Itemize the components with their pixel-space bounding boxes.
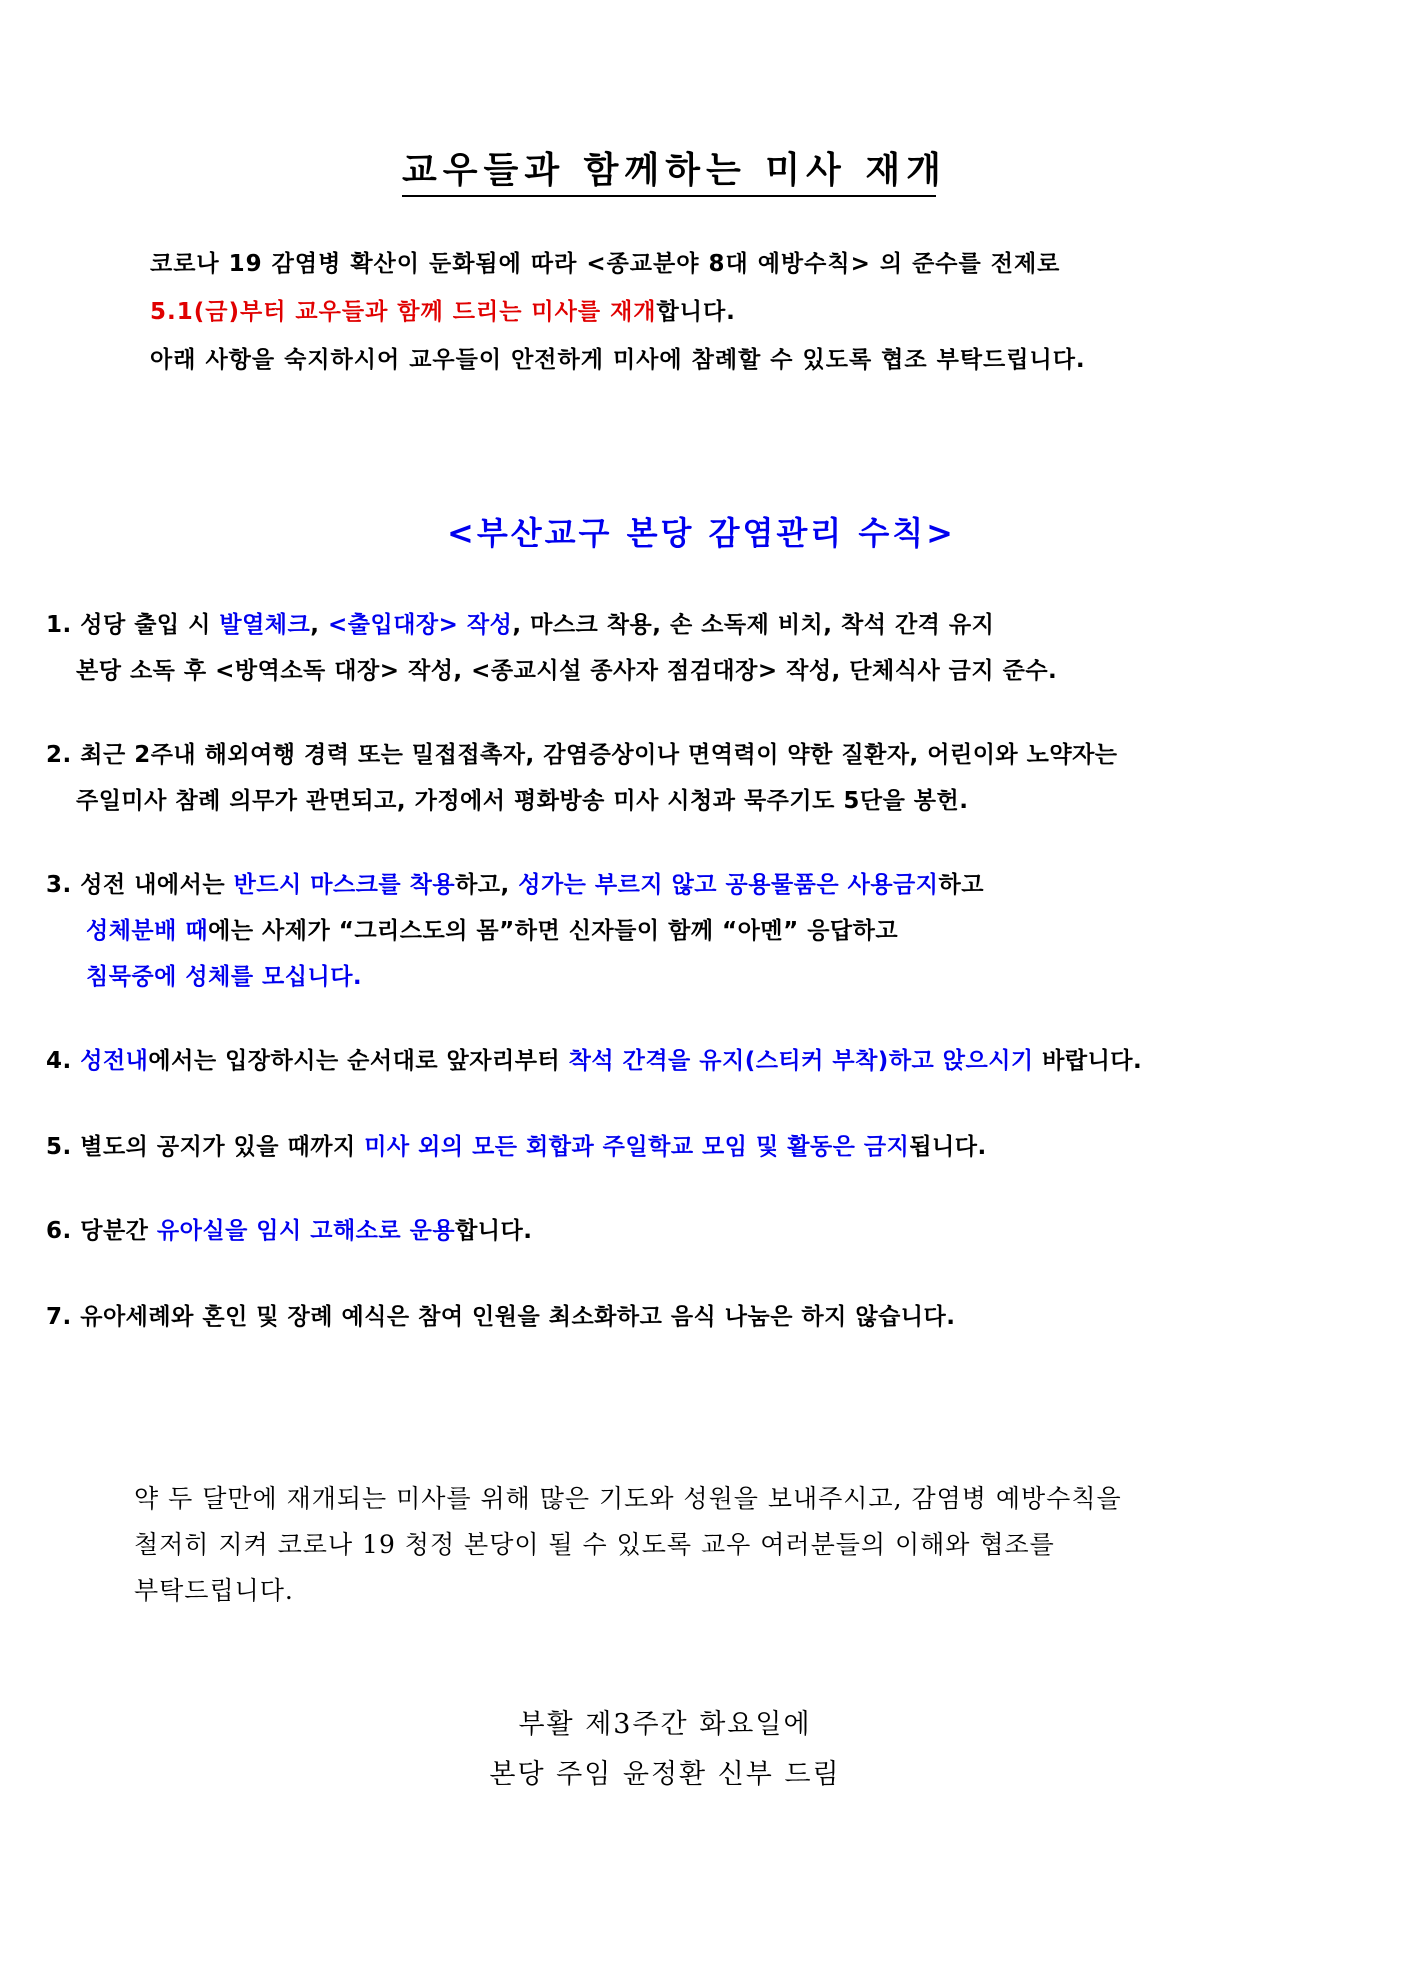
rule-text: 3. 성전 내에서는 <box>46 872 234 898</box>
intro-restart-date: 5.1(금)부터 교우들과 함께 드리는 미사를 재개 <box>150 299 657 325</box>
rule-3-line-2 <box>46 908 1386 954</box>
rule-text: 6. 당분간 <box>46 1218 157 1244</box>
rule-text: 4. <box>46 1048 81 1074</box>
rule-4-line-1 <box>46 1038 1386 1084</box>
rule-highlight: 성가는 부르지 않고 공용물품은 사용금지 <box>518 872 939 898</box>
rule-text: 5. 별도의 공지가 있을 때까지 <box>46 1134 365 1160</box>
rule-2 <box>46 732 1386 824</box>
rule-2-line-1: 2. 최근 2주내 해외여행 경력 또는 밀접접촉자, 감염증상이나 면역력이 약한 질환자, 어린이와 노약자는 <box>46 742 1118 768</box>
document-title: 교우들과 함께하는 미사 재개 <box>402 142 936 197</box>
rule-highlight: 미사 외의 모든 회합과 주일학교 모임 및 활동은 금지 <box>364 1134 910 1160</box>
rule-highlight: 성체분배 때 <box>86 918 209 944</box>
rule-highlight: 유아실을 임시 고해소로 운용 <box>156 1218 456 1244</box>
rule-3 <box>46 862 1386 1000</box>
rule-5 <box>46 1124 1386 1170</box>
intro-line-2-rest: 합니다. <box>656 299 736 325</box>
rule-text: 에서는 입장하시는 순서대로 앞자리부터 <box>148 1048 569 1074</box>
signature-date: 부활 제3주간 화요일에 <box>518 1709 812 1740</box>
rule-2-line-2: 주일미사 참례 의무가 관면되고, 가정에서 평화방송 미사 시청과 묵주기도 5단을 봉헌. <box>76 788 969 814</box>
rule-1-line-2: 본당 소독 후 <방역소독 대장> 작성, <종교시설 종사자 점검대장> 작성, 단체식사 금지 준수. <box>76 658 1058 684</box>
rule-text: 합니다. <box>455 1218 533 1244</box>
rule-highlight: 반드시 마스크를 착용 <box>233 872 456 898</box>
rule-text: 됩니다. <box>909 1134 987 1160</box>
rule-text: , <box>310 612 328 638</box>
closing-line-1: 약 두 달만에 재개되는 미사를 위해 많은 기도와 성원을 보내주시고, 감염병 예방수칙을 <box>134 1484 1122 1513</box>
rule-1-line-1 <box>46 602 1386 648</box>
rule-7 <box>46 1294 1386 1340</box>
rule-3-line-1 <box>46 862 1386 908</box>
rule-highlight: 착석 간격을 유지(스티커 부착)하고 앉으시기 <box>568 1048 1034 1074</box>
rule-text: 하고, <box>455 872 519 898</box>
rule-5-line-1 <box>46 1124 1386 1170</box>
rule-text: 에는 사제가 “그리스도의 몸”하면 신자들이 함께 “아멘” 응답하고 <box>208 918 899 944</box>
closing-line-2: 철저히 지켜 코로나 19 청정 본당이 될 수 있도록 교우 여러분들의 이해와 협조를 <box>134 1530 1055 1559</box>
rule-text: 1. 성당 출입 시 <box>46 612 220 638</box>
rule-highlight: 발열체크 <box>219 612 311 638</box>
intro-paragraph <box>150 240 1330 384</box>
intro-line-2 <box>150 288 1330 336</box>
rule-text: 하고 <box>938 872 984 898</box>
rules-heading: <부산교구 본당 감염관리 수칙> <box>447 514 956 552</box>
rule-highlight: <출입대장> 작성 <box>328 612 513 638</box>
intro-line-3: 아래 사항을 숙지하시어 교우들이 안전하게 미사에 참례할 수 있도록 협조 부탁드립니다. <box>150 347 1086 373</box>
closing-line-3: 부탁드립니다. <box>134 1576 294 1605</box>
rule-6-line-1 <box>46 1208 1386 1254</box>
rule-4 <box>46 1038 1386 1084</box>
intro-line-1: 코로나 19 감염병 확산이 둔화됨에 따라 <종교분야 8대 예방수칙> 의 준수를 전제로 <box>150 251 1061 277</box>
signature-from: 본당 주임 윤정환 신부 드림 <box>489 1759 841 1790</box>
rule-6 <box>46 1208 1386 1254</box>
rule-1 <box>46 602 1386 694</box>
rule-text: , 마스크 착용, 손 소독제 비치, 착석 간격 유지 <box>512 612 995 638</box>
rule-3-line-3: 침묵중에 성체를 모십니다. <box>86 964 363 990</box>
rule-7-line-1: 7. 유아세례와 혼인 및 장례 예식은 참여 인원을 최소화하고 음식 나눔은 하지 않습니다. <box>46 1304 956 1330</box>
closing-paragraph <box>134 1476 1334 1614</box>
rule-highlight: 성전내 <box>80 1048 149 1074</box>
rule-text: 바랍니다. <box>1033 1048 1143 1074</box>
